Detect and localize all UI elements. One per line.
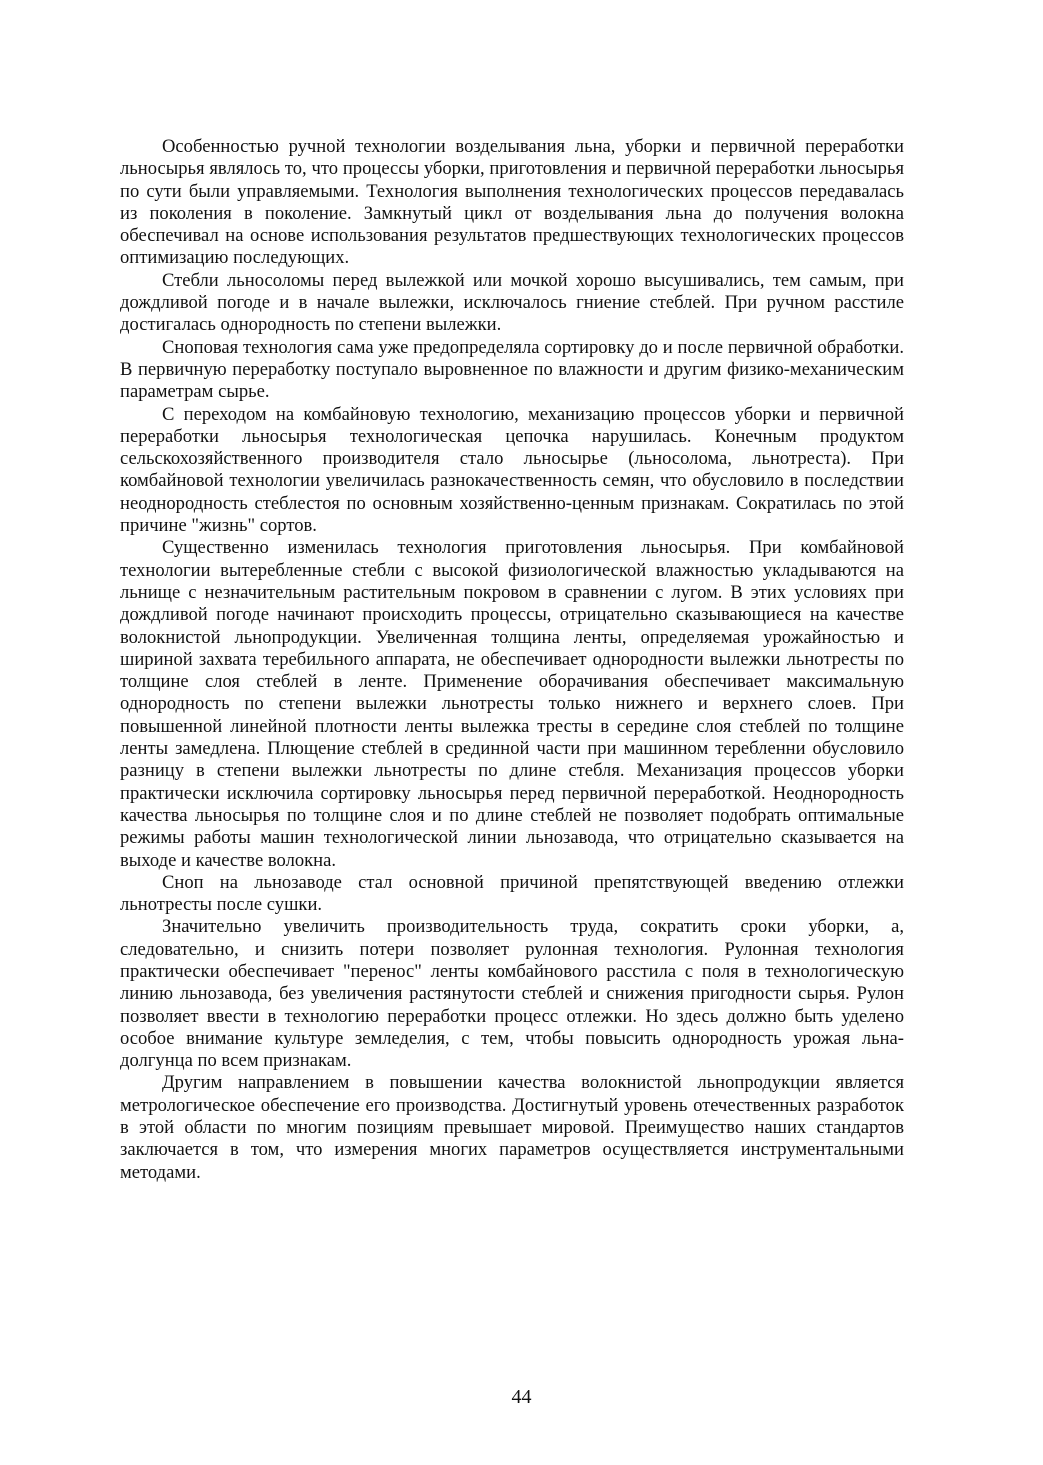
paragraph-6: Сноп на льнозаводе стал основной причиной препятствующей введению отлежки льнотресты после сушки. [120,871,904,916]
body-text [120,136,904,1184]
paragraph-4: С переходом на комбайновую технологию, механизацию процессов уборки и первичной переработки льносырья технологическая цепочка нарушилась. Конечным продуктом сельскохозяйственного производителя стало льносырье (льносолома, льнотреста). При комбайновой технологии увеличилась разнокачественность семян, что обусловило в последствии неоднородность стеблестоя по основным хозяйственно-ценным признакам. Сократилась по этой причине "жизнь" сортов. [120,403,904,537]
paragraph-7: Значительно увеличить производительность труда, сократить сроки уборки, а, следовательно, и снизить потери позволяет рулонная технология. Рулонная технология практически обеспечивает "перенос" ленты комбайнового расстила с поля в технологическую линию льнозавода, без увеличения растянутости стеблей и снижения пригодности сырья. Рулон позволяет ввести в технологию переработки процесс отлежки. Но здесь должно быть уделено особое внимание культуре земледелия, с тем, чтобы повысить однородность урожая льна-долгунца по всем признакам. [120,916,904,1072]
paragraph-2: Стебли льносоломы перед вылежкой или мочкой хорошо высушивались, тем самым, при дождливой погоде и в начале вылежки, исключалось гниение стеблей. При ручном расстиле достигалась однородность по степени вылежки. [120,269,904,336]
paragraph-5: Существенно изменилась технология приготовления льносырья. При комбайновой технологии вытеребленные стебли с высокой физиологической влажностью укладываются на льнище с незначительным растительным покровом в сравнении с лугом. В этих условиях при дождливой погоде начинают происходить процессы, отрицательно сказывающиеся на качестве волокнистой льнопродукции. Увеличенная толщина ленты, определяемая урожайностью и шириной захвата теребильного аппарата, не обеспечивает однородности вылежки льнотресты по толщине слоя стеблей в ленте. Применение оборачивания обеспечивает максимальную однородность по степени вылежки льнотресты только нижнего и верхнего слоев. При повышенной линейной плотности ленты вылежка тресты в середине слоя стеблей по толщине ленты замедлена. Плющение стеблей в срединной части при машинном теребленни обусловило разницу в степени вылежки льнотресты по длине стебля. Механизация процессов уборки практически исключила сортировку льносырья перед первичной переработкой. Неоднородность качества льносырья по толщине слоя и по длине стеблей не позволяет подобрать оптимальные режимы работы машин технологической линии льнозавода, что отрицательно сказывается на выходе и качестве волокна. [120,537,904,871]
paragraph-3: Сноповая технология сама уже предопределяла сортировку до и после первичной обработки. В первичную переработку поступало выровненное по влажности и другим физико-механическим параметрам сырье. [120,336,904,403]
page-number: 44 [511,1386,532,1408]
paragraph-8: Другим направлением в повышении качества волокнистой льнопродукции является метрологическое обеспечение его производства. Достигнутый уровень отечественных разработок в этой области по многим позициям превышает мировой. Преимущество наших стандартов заключается в том, что измерения многих параметров осуществляется инструментальными методами. [120,1072,904,1183]
paragraph-1: Особенностью ручной технологии возделывания льна, уборки и первичной переработки льносырья являлось то, что процессы уборки, приготовления и первичной переработки льносырья по сути были управляемыми. Технология выполнения технологических процессов передавалась из поколения в поколение. Замкнутый цикл от возделывания льна до получения волокна обеспечивал на основе использования результатов предшествующих технологических процессов оптимизацию последующих. [120,136,904,269]
